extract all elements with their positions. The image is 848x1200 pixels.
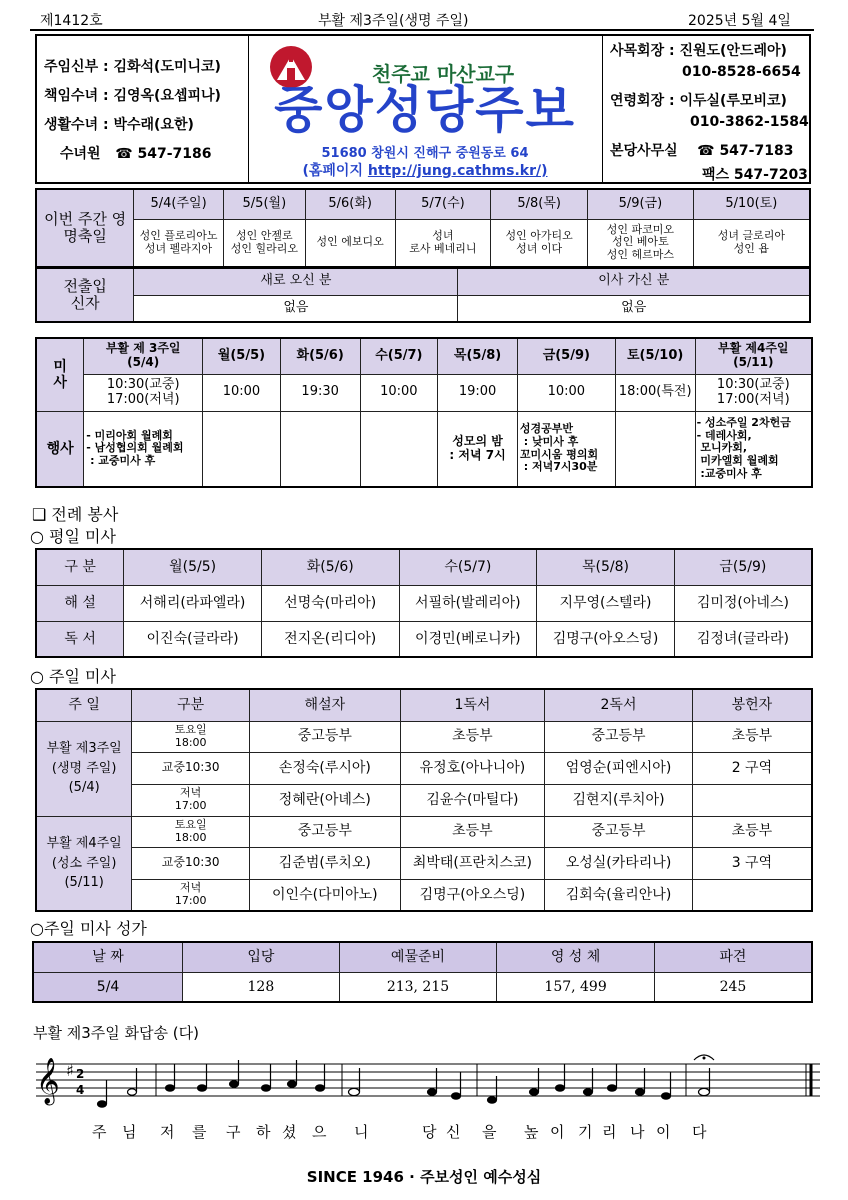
sunday-mass-time: 토요일 18:00 xyxy=(132,721,250,752)
weekday-server: 김미정(아네스) xyxy=(674,585,812,621)
move-title: 전출입 신자 xyxy=(36,268,134,322)
sunday-mass-time: 저녁 17:00 xyxy=(132,879,250,911)
psalm-lyrics xyxy=(92,1121,712,1141)
weekday-server: 김정녀(글라라) xyxy=(674,621,812,657)
header-divider-left xyxy=(248,34,249,184)
sunday-server: 초등부 xyxy=(692,721,812,752)
header-divider-right xyxy=(602,34,603,184)
sunday-header: 주 일 xyxy=(36,689,132,721)
weekday-header: 구 분 xyxy=(36,549,124,585)
feast-day: 5/7(수) xyxy=(395,189,491,219)
feast-saints: 성인 에보디오 xyxy=(305,219,395,267)
footer-motto: SINCE 1946 · 주보성인 예수성심 xyxy=(306,1168,542,1186)
hymn-header: 날 짜 xyxy=(33,942,183,972)
homepage-link[interactable]: http://jung.cathms.kr/) xyxy=(367,163,548,179)
staff-value: 김영옥(요셉피나) xyxy=(113,88,221,104)
issue-date: 2025년 5월 4일 xyxy=(688,13,791,29)
hymns-title: ○주일 미사 성가 xyxy=(30,919,147,938)
mass-time: 10:00 xyxy=(517,374,615,411)
sunday-server: 손정숙(루시아) xyxy=(250,752,401,784)
contact-name: 이두실(루모비코) xyxy=(679,93,787,109)
weekday-server: 서해리(라파엘라) xyxy=(124,585,262,621)
event-cell xyxy=(615,411,695,487)
homepage xyxy=(252,160,598,180)
weekday-server: 전지온(리디아) xyxy=(261,621,399,657)
weekday-role: 해 설 xyxy=(36,585,124,621)
staff-value: ☎ 547-7186 xyxy=(115,146,212,162)
svg-text:2: 2 xyxy=(76,1067,85,1081)
feast-row-title: 이번 주간 영명축일 xyxy=(36,189,134,267)
sunday-server: 2 구역 xyxy=(692,752,812,784)
mass-schedule-table xyxy=(35,337,813,488)
psalm-music-staff xyxy=(30,1050,826,1120)
sunday-server: 유정호(아나니아) xyxy=(400,752,545,784)
contact-name: ☎ 547-7183 xyxy=(697,143,794,159)
feast-day: 5/9(금) xyxy=(588,189,694,219)
svg-text:4: 4 xyxy=(76,1083,85,1097)
staff-label: 주임신부 xyxy=(44,59,99,75)
sunday-header: 1독서 xyxy=(400,689,545,721)
hymn-number: 128 xyxy=(183,972,340,1002)
lyric-syllable: 저 xyxy=(160,1123,175,1141)
event-cell: - 미리아회 월례회 - 남성협의회 월례회 : 교중미사 후 xyxy=(84,411,203,487)
feast-day: 5/10(토) xyxy=(693,189,810,219)
contact-label: 연령회장 : xyxy=(610,93,675,109)
sunday-server: 3 구역 xyxy=(692,847,812,879)
lyric-syllable: 당 xyxy=(422,1123,437,1141)
sunday-server xyxy=(692,784,812,816)
lyric-syllable: 으 xyxy=(312,1123,327,1141)
lyric-syllable: 높 xyxy=(524,1123,539,1141)
mass-day-header: 부활 제 3주일 (5/4) xyxy=(84,338,203,374)
feast-day: 5/8(목) xyxy=(491,189,588,219)
feast-saints: 성인 안젤로 성인 힐라리오 xyxy=(223,219,305,267)
staff-value: 김화석(도미니코) xyxy=(113,59,221,75)
staff-label: 수녀원 xyxy=(60,146,101,162)
lyric-syllable: 하 xyxy=(256,1123,271,1141)
hymn-header: 파견 xyxy=(654,942,812,972)
weekday-header: 화(5/6) xyxy=(261,549,399,585)
hymn-date: 5/4 xyxy=(33,972,183,1002)
hymn-header: 입당 xyxy=(183,942,340,972)
lyric-syllable: 나 xyxy=(630,1123,645,1141)
left-members-label: 이사 가신 분 xyxy=(458,268,810,295)
contact-phone: 팩스 547-7203 xyxy=(702,167,808,183)
sunday-server: 중고등부 xyxy=(250,816,401,847)
feast-saints: 성녀 글로리아 성인 욥 xyxy=(693,219,810,267)
issue-number: 제1412호 xyxy=(40,13,103,29)
feast-saints: 성인 아가티오 성녀 이다 xyxy=(491,219,588,267)
parishioner-move-table xyxy=(35,267,811,323)
mass-time: 18:00(특전) xyxy=(615,374,695,411)
sunday-server: 중고등부 xyxy=(250,721,401,752)
mass-day-header: 토(5/10) xyxy=(615,338,695,374)
lyric-syllable: 를 xyxy=(192,1123,207,1141)
diocese-name: 천주교 마산교구 xyxy=(371,62,515,86)
sunday-mass-time: 교중10:30 xyxy=(132,847,250,879)
top-rule xyxy=(30,29,814,31)
sunday-server: 김현지(루치아) xyxy=(545,784,693,816)
contact-phone: 010-3862-1584 xyxy=(690,114,809,130)
sunday-group-label: 부활 제3주일 (생명 주일) (5/4) xyxy=(36,721,132,816)
hymn-number: 213, 215 xyxy=(339,972,497,1002)
contact-name: 진원도(안드레아) xyxy=(679,43,787,59)
sunday-server: 엄영순(피엔시아) xyxy=(545,752,693,784)
sunday-mass-time: 토요일 18:00 xyxy=(132,816,250,847)
staff-list: 주임신부 : 김화석(도미니코) 책임수녀 : 김영옥(요셉피나) 생활수녀 : 박수래(요한) 수녀원 ☎ 547-7186 xyxy=(44,59,221,162)
homepage-label: (홈페이지 xyxy=(302,163,363,179)
sunday-header: 구분 xyxy=(132,689,250,721)
event-cell: 성모의 밤 : 저녁 7시 xyxy=(438,411,518,487)
sunday-server: 초등부 xyxy=(400,816,545,847)
left-members-value: 없음 xyxy=(458,295,810,322)
weekday-server: 서필하(발레리아) xyxy=(399,585,537,621)
lyric-syllable: 셨 xyxy=(282,1123,297,1141)
hymns-table xyxy=(32,941,813,1003)
weekday-header: 월(5/5) xyxy=(124,549,262,585)
feast-table xyxy=(35,188,811,268)
sunday-mass-title: ○ 주일 미사 xyxy=(30,667,116,686)
lyric-syllable: 다 xyxy=(692,1123,707,1141)
weekday-mass-title: ○ 평일 미사 xyxy=(30,527,116,546)
svg-text:♯: ♯ xyxy=(66,1061,74,1080)
mass-time: 10:00 xyxy=(360,374,438,411)
lyric-syllable: 구 xyxy=(226,1123,241,1141)
lyric-syllable: 이 xyxy=(656,1123,671,1141)
sunday-header: 봉헌자 xyxy=(692,689,812,721)
sunday-server: 초등부 xyxy=(400,721,545,752)
mass-time: 19:00 xyxy=(438,374,518,411)
event-cell xyxy=(280,411,360,487)
weekday-server: 이진숙(글라라) xyxy=(124,621,262,657)
lyric-syllable: 주 xyxy=(92,1123,107,1141)
mass-day-header: 부활 제4주일 (5/11) xyxy=(695,338,812,374)
sunday-mass-time: 교중10:30 xyxy=(132,752,250,784)
mass-day-header: 금(5/9) xyxy=(517,338,615,374)
event-cell: - 성소주일 2차헌금 - 데레사회, 모니카회, 미카엘회 월례회 :교중미사 후 xyxy=(695,411,812,487)
staff-label: 책임수녀 xyxy=(44,88,99,104)
feast-day: 5/6(화) xyxy=(305,189,395,219)
issue-occasion: 부활 제3주일(생명 주일) xyxy=(318,13,469,29)
sunday-server: 중고등부 xyxy=(545,721,693,752)
mass-time: 10:30(교중) 17:00(저녁) xyxy=(695,374,812,411)
contact-list xyxy=(610,40,810,188)
sunday-header: 2독서 xyxy=(545,689,693,721)
mass-side-label: 미 사 xyxy=(36,338,84,411)
sunday-server: 김윤수(마틸다) xyxy=(400,784,545,816)
lyric-syllable: 이 xyxy=(550,1123,565,1141)
lyric-syllable: 님 xyxy=(122,1123,137,1141)
lyric-syllable: 리 xyxy=(602,1123,617,1141)
staff-label: 생활수녀 xyxy=(44,117,99,133)
mass-day-header: 목(5/8) xyxy=(438,338,518,374)
hymn-number: 157, 499 xyxy=(497,972,655,1002)
mass-time: 10:00 xyxy=(203,374,281,411)
lyric-syllable: 을 xyxy=(482,1123,497,1141)
contact-phone: 010-8528-6654 xyxy=(682,64,801,80)
weekday-header: 수(5/7) xyxy=(399,549,537,585)
new-members-value: 없음 xyxy=(134,295,458,322)
hymn-header: 예물준비 xyxy=(339,942,497,972)
mass-day-header: 수(5/7) xyxy=(360,338,438,374)
weekday-header: 목(5/8) xyxy=(537,549,675,585)
feast-saints: 성인 파코미오 성인 베아토 성인 헤르마스 xyxy=(588,219,694,267)
weekday-server: 선명숙(마리아) xyxy=(261,585,399,621)
weekday-mass-table xyxy=(35,548,813,658)
hymn-header: 영 성 체 xyxy=(497,942,655,972)
sunday-server: 김명구(아오스딩) xyxy=(400,879,545,911)
church-address: 51680 창원시 진해구 중원동로 64 xyxy=(321,146,529,161)
sunday-mass-time: 저녁 17:00 xyxy=(132,784,250,816)
psalm-title: 부활 제3주일 화답송 (다) xyxy=(33,1024,199,1042)
sunday-mass-table xyxy=(35,688,813,912)
feast-day: 5/5(월) xyxy=(223,189,305,219)
event-cell xyxy=(203,411,281,487)
contact-label: 사목회장 : xyxy=(610,43,675,59)
lyric-syllable: 니 xyxy=(354,1123,369,1141)
sunday-server xyxy=(692,879,812,911)
mass-day-header: 화(5/6) xyxy=(280,338,360,374)
contact-label: 본당사무실 xyxy=(610,143,678,159)
sunday-server: 중고등부 xyxy=(545,816,693,847)
sunday-server: 김준범(루치오) xyxy=(250,847,401,879)
feast-saints: 성인 플로리아노 성녀 펠라지아 xyxy=(134,219,224,267)
feast-saints: 성녀 로사 베네리니 xyxy=(395,219,491,267)
sunday-server: 오성실(카타리나) xyxy=(545,847,693,879)
sunday-server: 초등부 xyxy=(692,816,812,847)
weekday-server: 지무영(스텔라) xyxy=(537,585,675,621)
hymn-number: 245 xyxy=(654,972,812,1002)
weekday-role: 독 서 xyxy=(36,621,124,657)
weekday-server: 김명구(아오스딩) xyxy=(537,621,675,657)
weekday-server: 이경민(베로니카) xyxy=(399,621,537,657)
bulletin-title: 중앙성당주보 xyxy=(274,81,576,139)
sunday-server: 정혜란(아녜스) xyxy=(250,784,401,816)
mass-day-header: 월(5/5) xyxy=(203,338,281,374)
sunday-server: 최박태(프란치스코) xyxy=(400,847,545,879)
events-side-label: 행사 xyxy=(36,411,84,487)
event-cell: 성경공부반 : 낮미사 후 꼬미시움 평의회 : 저녁7시30분 xyxy=(517,411,615,487)
new-members-label: 새로 오신 분 xyxy=(134,268,458,295)
sunday-group-label: 부활 제4주일 (성소 주일) (5/11) xyxy=(36,816,132,911)
svg-text:𝄞: 𝄞 xyxy=(36,1058,60,1104)
sunday-header: 해설자 xyxy=(250,689,401,721)
weekday-header: 금(5/9) xyxy=(674,549,812,585)
liturgy-title: ❑ 전례 봉사 xyxy=(32,505,119,524)
mass-time: 10:30(교중) 17:00(저녁) xyxy=(84,374,203,411)
lyric-syllable: 기 xyxy=(578,1123,593,1141)
feast-day: 5/4(주일) xyxy=(134,189,224,219)
mass-time: 19:30 xyxy=(280,374,360,411)
lyric-syllable: 신 xyxy=(446,1123,461,1141)
staff-value: 박수래(요한) xyxy=(113,117,194,133)
sunday-server: 이인수(다미아노) xyxy=(250,879,401,911)
sunday-server: 김회숙(율리안나) xyxy=(545,879,693,911)
event-cell xyxy=(360,411,438,487)
